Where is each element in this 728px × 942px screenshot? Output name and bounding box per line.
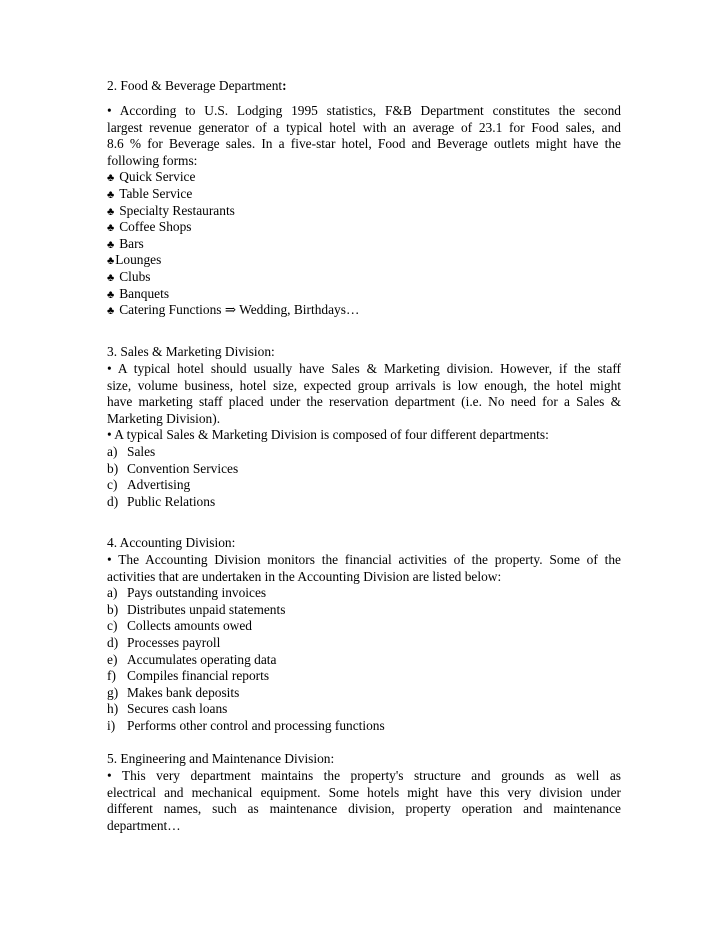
club-bullet-icon: ♣ [107, 272, 115, 284]
section-3-paragraph-line: Marketing Division). [107, 410, 221, 426]
fb-outlet-item: ♣ Coffee Shops [107, 219, 192, 235]
section-4-paragraph-line: activities that are undertaken in the Accounting Division are listed below: [107, 568, 502, 584]
section-4-paragraph-line: • The Accounting Division monitors the financial activities of the property. Some of the [107, 552, 621, 567]
accounting-activity-item: b) Distributes unpaid statements [107, 601, 286, 617]
section-5-paragraph-line: different names, such as maintenance division, property operation and maintenance [107, 801, 621, 817]
sales-marketing-item: d) Public Relations [107, 493, 216, 509]
club-bullet-icon: ♣ [107, 305, 115, 318]
fb-outlet-item: ♣ Quick Service [107, 169, 196, 185]
section-5-paragraph-line: • This very department maintains the property's structure and grounds as well as [107, 768, 621, 783]
fb-outlet-item: ♣ Clubs [107, 269, 151, 284]
section-5-paragraph-line: electrical and mechanical equipment. Some hotels might have this very division under [107, 784, 621, 800]
section-2-paragraph-line: 8.6 % for Beverage sales. In a five-star hotel, Food and Beverage outlets might have the [107, 136, 621, 152]
club-bullet-icon: ♣ [107, 238, 115, 251]
accounting-activity-item: f) Compiles financial reports [107, 668, 270, 684]
accounting-activity-item: h) Secures cash loans [107, 701, 228, 717]
accounting-activity-item: g) Makes bank deposits [107, 684, 240, 700]
club-bullet-icon: ♣ [107, 255, 115, 268]
sales-marketing-item: b) Convention Services [107, 460, 239, 476]
fb-outlet-item: ♣ Banquets [107, 285, 170, 301]
accounting-activity-item: c) Collects amounts owed [107, 618, 252, 634]
club-bullet-icon: ♣ [107, 172, 115, 185]
fb-outlet-item: ♣ Specialty Restaurants [107, 202, 235, 218]
section-3-paragraph-line: size, volume business, hotel size, expected group arrivals is low enough, the hotel might [107, 377, 621, 393]
section-3-paragraph-line: • A typical Sales & Marketing Division is composed of four different departments: [107, 427, 549, 443]
fb-outlet-item: ♣Lounges [107, 252, 162, 268]
section-3-paragraph-line: • A typical hotel should usually have Sales & Marketing division. However, if the staff [107, 361, 621, 376]
section-2-paragraph-line: • According to U.S. Lodging 1995 statistics, F&B Department constitutes the second [107, 103, 621, 118]
section-5-heading: 5. Engineering and Maintenance Division: [107, 751, 335, 766]
accounting-activity-item: e) Accumulates operating data [107, 651, 277, 667]
accounting-activity-item: i) Performs other control and processing functions [107, 718, 385, 733]
section-5-paragraph-line: department… [107, 817, 181, 833]
section-2-heading: 2. Food & Beverage Department: [107, 78, 287, 93]
club-bullet-icon: ♣ [107, 205, 115, 218]
sales-marketing-item: a) Sales [107, 444, 156, 459]
club-bullet-icon: ♣ [107, 288, 115, 301]
section-3-paragraph-line: have marketing staff placed under the reservation department (i.e. No need for a Sales & [107, 394, 621, 410]
fb-outlet-item: ♣ Catering Functions ⇒ Wedding, Birthdays… [107, 302, 360, 318]
section-2-paragraph-line: following forms: [107, 152, 198, 168]
section-4-heading: 4. Accounting Division: [107, 535, 236, 550]
accounting-activity-item: d) Processes payroll [107, 635, 221, 650]
sales-marketing-item: c) Advertising [107, 477, 191, 493]
accounting-activity-item: a) Pays outstanding invoices [107, 585, 267, 601]
section-2-paragraph-line: largest revenue generator of a typical hotel with an average of 23.1 for Food sales, and [107, 119, 621, 135]
section-3-heading: 3. Sales & Marketing Division: [107, 344, 275, 359]
club-bullet-icon: ♣ [107, 189, 115, 201]
fb-outlet-item: ♣ Table Service [107, 186, 193, 201]
fb-outlet-item: ♣ Bars [107, 235, 144, 251]
club-bullet-icon: ♣ [107, 222, 115, 235]
